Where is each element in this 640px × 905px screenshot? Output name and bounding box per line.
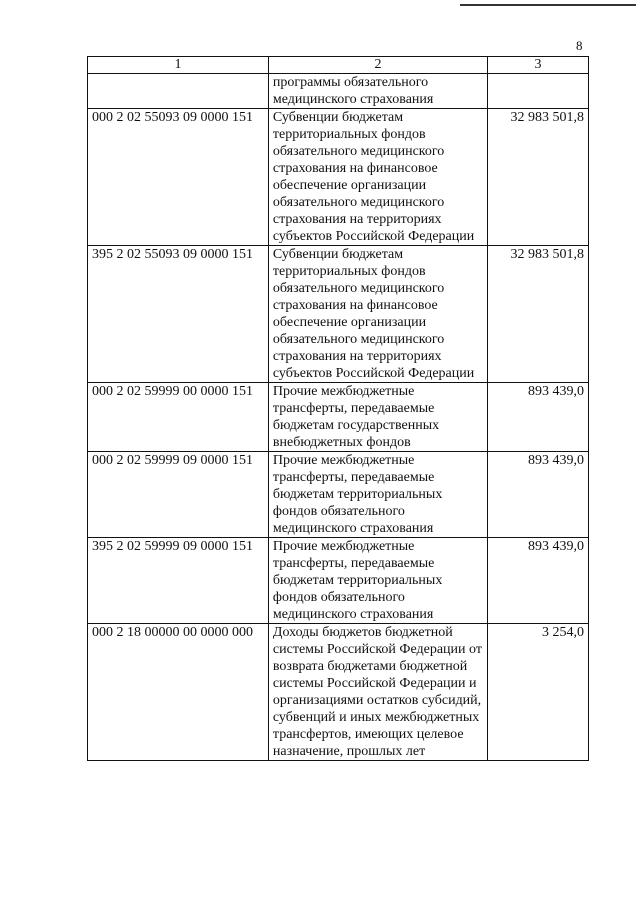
amount xyxy=(488,74,589,109)
budget-code: 000 2 18 00000 00 0000 000 xyxy=(88,624,269,761)
table-row xyxy=(88,624,589,761)
table-row xyxy=(88,538,589,624)
amount: 893 439,0 xyxy=(488,383,589,452)
amount: 3 254,0 xyxy=(488,624,589,761)
amount: 32 983 501,8 xyxy=(488,109,589,246)
revenue-name: Прочие межбюджетные трансферты, передаваемые бюджетам территориальных фондов обязательного медицинского страхования xyxy=(268,538,487,624)
table-row xyxy=(88,74,589,109)
budget-code: 395 2 02 55093 09 0000 151 xyxy=(88,246,269,383)
table-row xyxy=(88,109,589,246)
column-header-1: 1 xyxy=(88,57,269,74)
column-header-2: 2 xyxy=(268,57,487,74)
revenue-name: Прочие межбюджетные трансферты, передаваемые бюджетам территориальных фондов обязательного медицинского страхования xyxy=(268,452,487,538)
amount: 893 439,0 xyxy=(488,538,589,624)
amount: 893 439,0 xyxy=(488,452,589,538)
budget-code xyxy=(88,74,269,109)
revenue-name: Субвенции бюджетам территориальных фондов обязательного медицинского страхования на финансовое обеспечение организации обязательного медицинского страхования на территориях субъектов Российской Федерации xyxy=(268,246,487,383)
column-header-3: 3 xyxy=(488,57,589,74)
amount: 32 983 501,8 xyxy=(488,246,589,383)
budget-code: 000 2 02 55093 09 0000 151 xyxy=(88,109,269,246)
table-header-row xyxy=(88,57,589,74)
table-row xyxy=(88,383,589,452)
budget-table xyxy=(87,56,589,761)
revenue-name: Субвенции бюджетам территориальных фондов обязательного медицинского страхования на финансовое обеспечение организации обязательного медицинского страхования на территориях субъектов Российской Федерации xyxy=(268,109,487,246)
table-row xyxy=(88,452,589,538)
budget-code: 395 2 02 59999 09 0000 151 xyxy=(88,538,269,624)
budget-code: 000 2 02 59999 00 0000 151 xyxy=(88,383,269,452)
revenue-name: программы обязательного медицинского страхования xyxy=(268,74,487,109)
revenue-name: Прочие межбюджетные трансферты, передаваемые бюджетам государственных внебюджетных фондов xyxy=(268,383,487,452)
table-row xyxy=(88,246,589,383)
revenue-name: Доходы бюджетов бюджетной системы Российской Федерации от возврата бюджетами бюджетной системы Российской Федерации и организациями остатков субсидий, субвенций и иных межбюджетных трансфертов, имеющих целевое назначение, прошлых лет xyxy=(268,624,487,761)
page-number: 8 xyxy=(576,38,583,53)
budget-code: 000 2 02 59999 09 0000 151 xyxy=(88,452,269,538)
scan-edge-line xyxy=(460,4,636,6)
